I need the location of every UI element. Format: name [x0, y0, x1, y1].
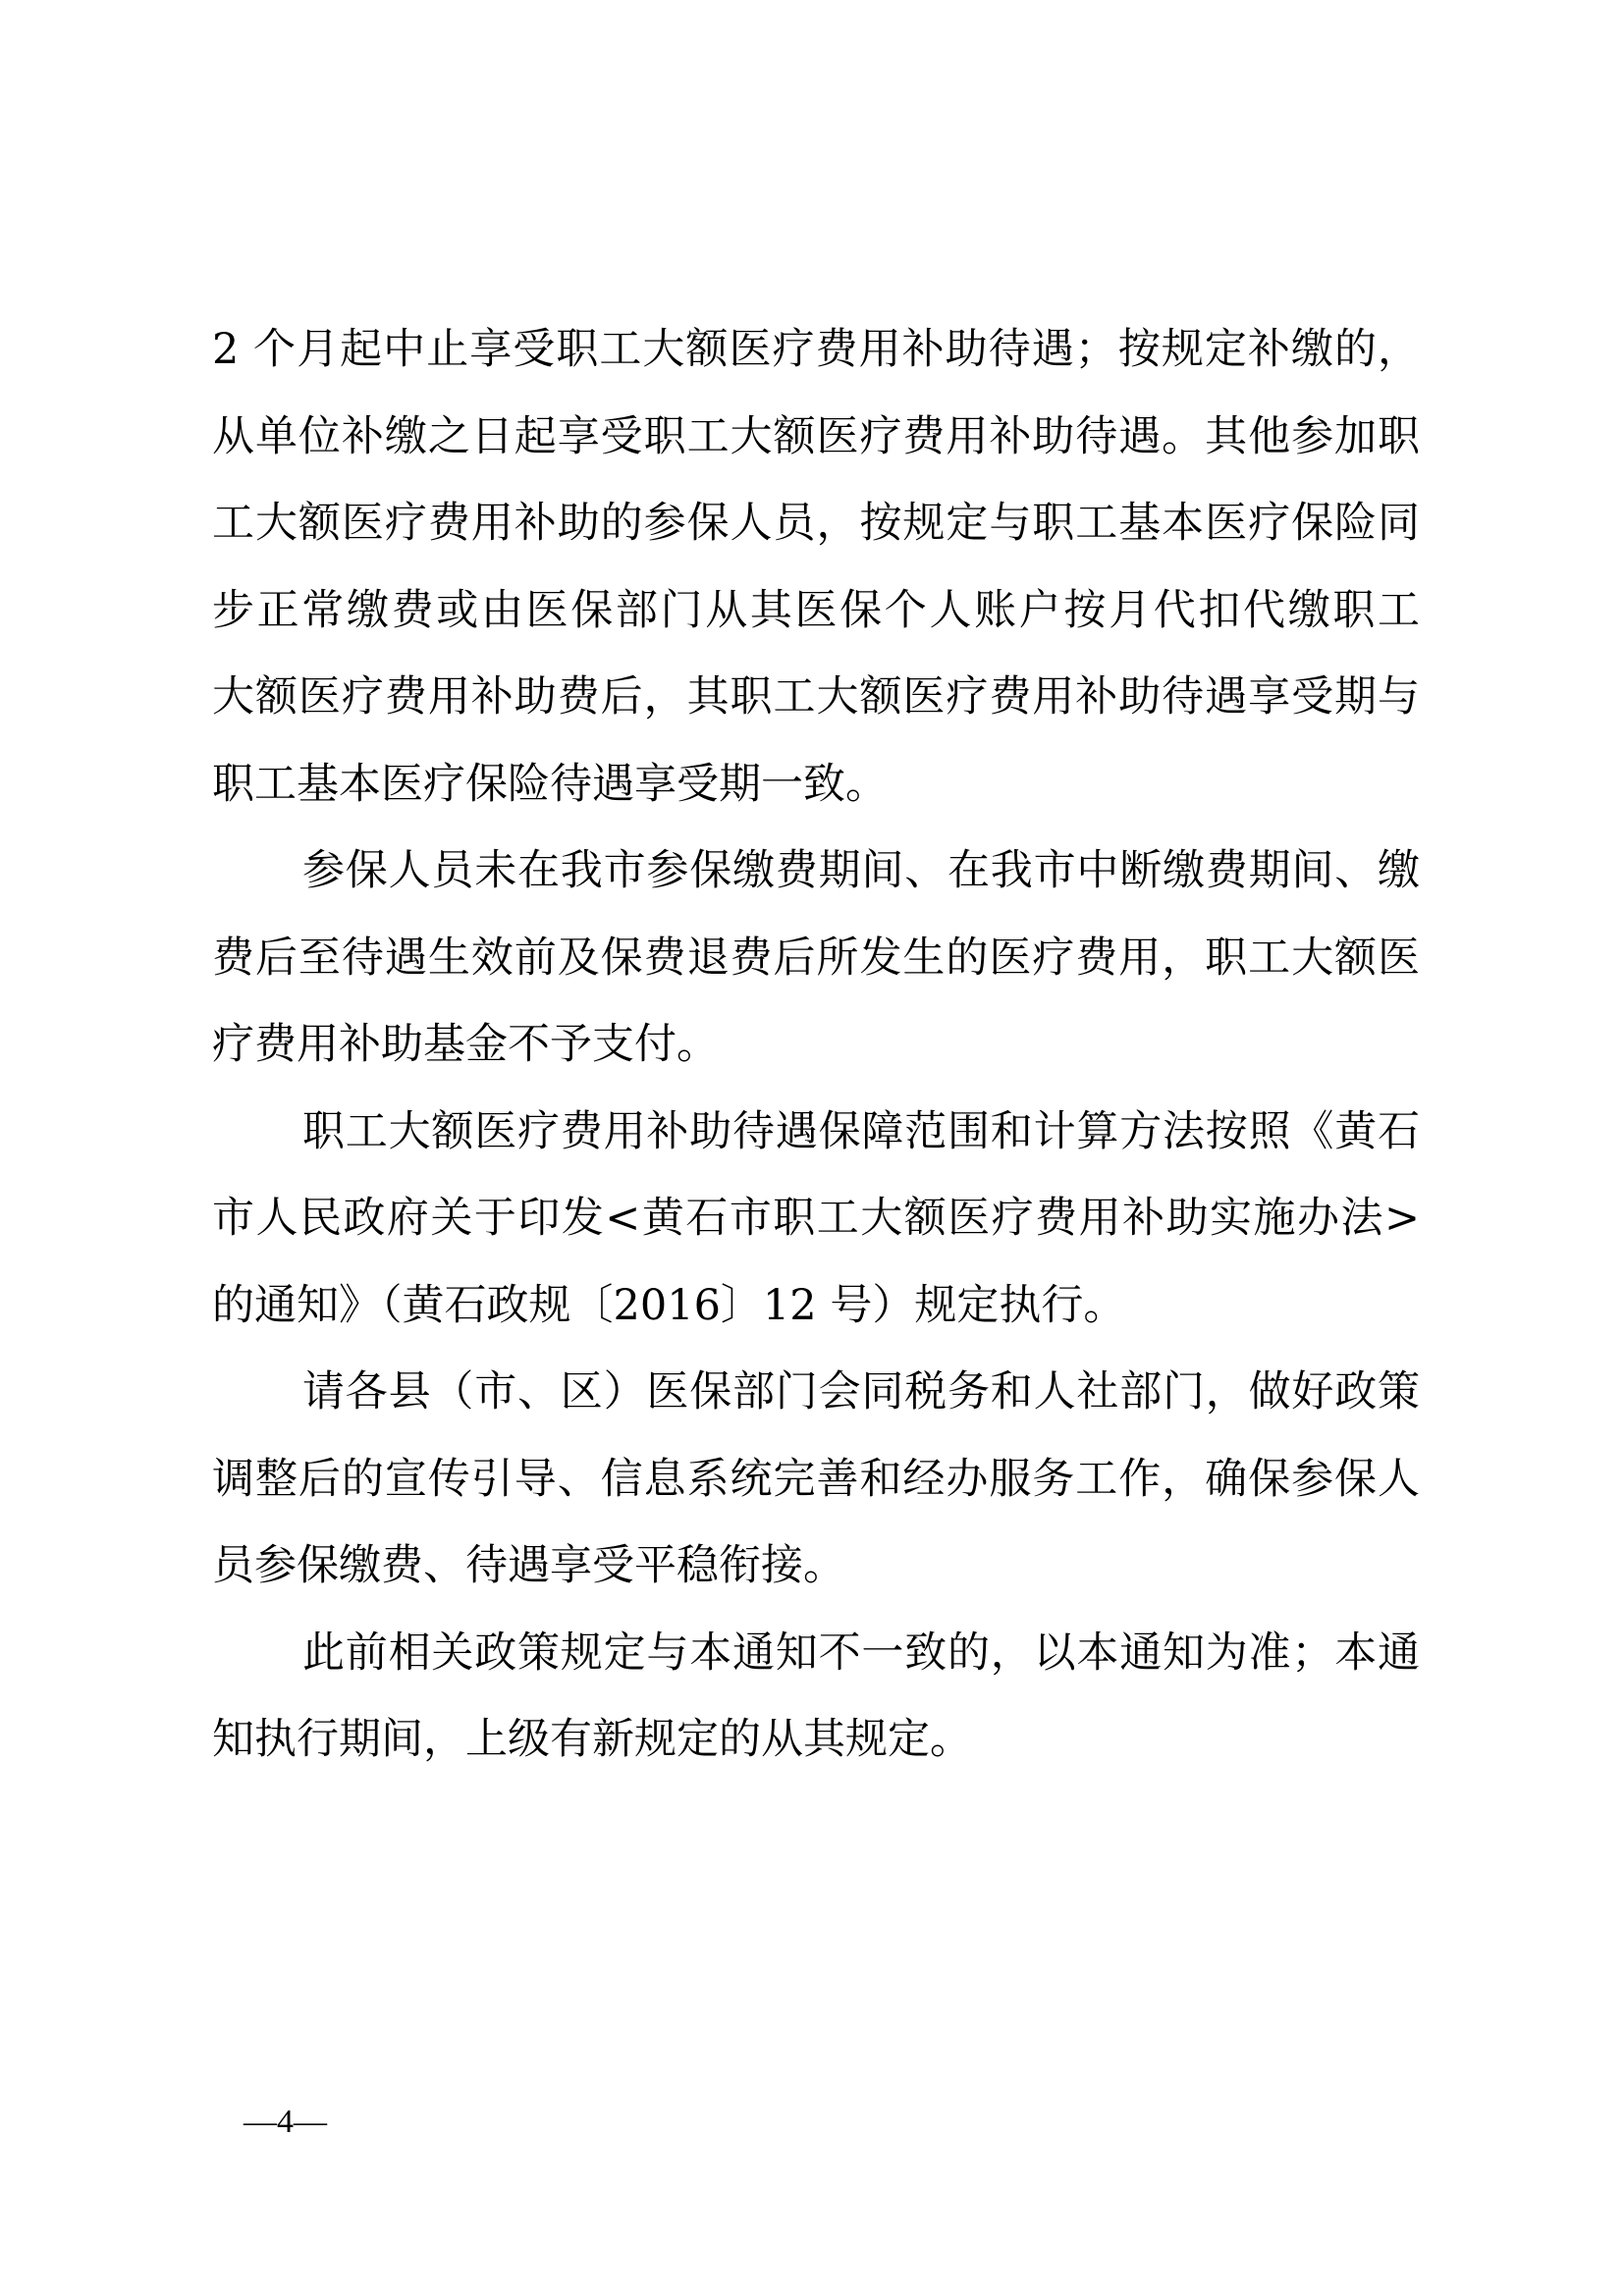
paragraph-start-line: 此前相关政策规定与本通知不一致的，以本通知为准；本通	[302, 1628, 1420, 1678]
text-line: 步正常缴费或由医保部门从其医保个人账户按月代扣代缴职工	[212, 585, 1420, 635]
text-line: 费后至待遇生效前及保费退费后所发生的医疗费用，职工大额医	[212, 933, 1420, 983]
text-line: 2 个月起中止享受职工大额医疗费用补助待遇；按规定补缴的，	[212, 325, 1420, 374]
document-body	[212, 306, 1420, 1784]
paragraph-start-line: 请各县（市、区）医保部门会同税务和人社部门，做好政策	[302, 1367, 1420, 1416]
text-line: 从单位补缴之日起享受职工大额医疗费用补助待遇。其他参加职	[212, 411, 1420, 461]
text-line: 员参保缴费、待遇享受平稳衔接。	[212, 1541, 845, 1590]
text-line: 市人民政府关于印发<黄石市职工大额医疗费用补助实施办法>	[212, 1194, 1420, 1243]
text-line: 疗费用补助基金不予支付。	[212, 1020, 719, 1069]
paragraph-start-line: 参保人员未在我市参保缴费期间、在我市中断缴费期间、缴	[302, 846, 1420, 895]
page-number: —4—	[244, 2104, 327, 2140]
text-line: 职工基本医疗保险待遇享受期一致。	[212, 759, 888, 809]
text-line: 工大额医疗费用补助的参保人员，按规定与职工基本医疗保险同	[212, 499, 1420, 548]
text-line: 大额医疗费用补助费后，其职工大额医疗费用补助待遇享受期与	[212, 672, 1420, 721]
text-line: 的通知》（黄石政规〔2016〕12 号）规定执行。	[212, 1280, 1126, 1330]
text-line: 知执行期间，上级有新规定的从其规定。	[212, 1715, 972, 1764]
text-line: 调整后的宣传引导、信息系统完善和经办服务工作，确保参保人	[212, 1454, 1420, 1504]
paragraph-start-line: 职工大额医疗费用补助待遇保障范围和计算方法按照《黄石	[302, 1106, 1420, 1156]
